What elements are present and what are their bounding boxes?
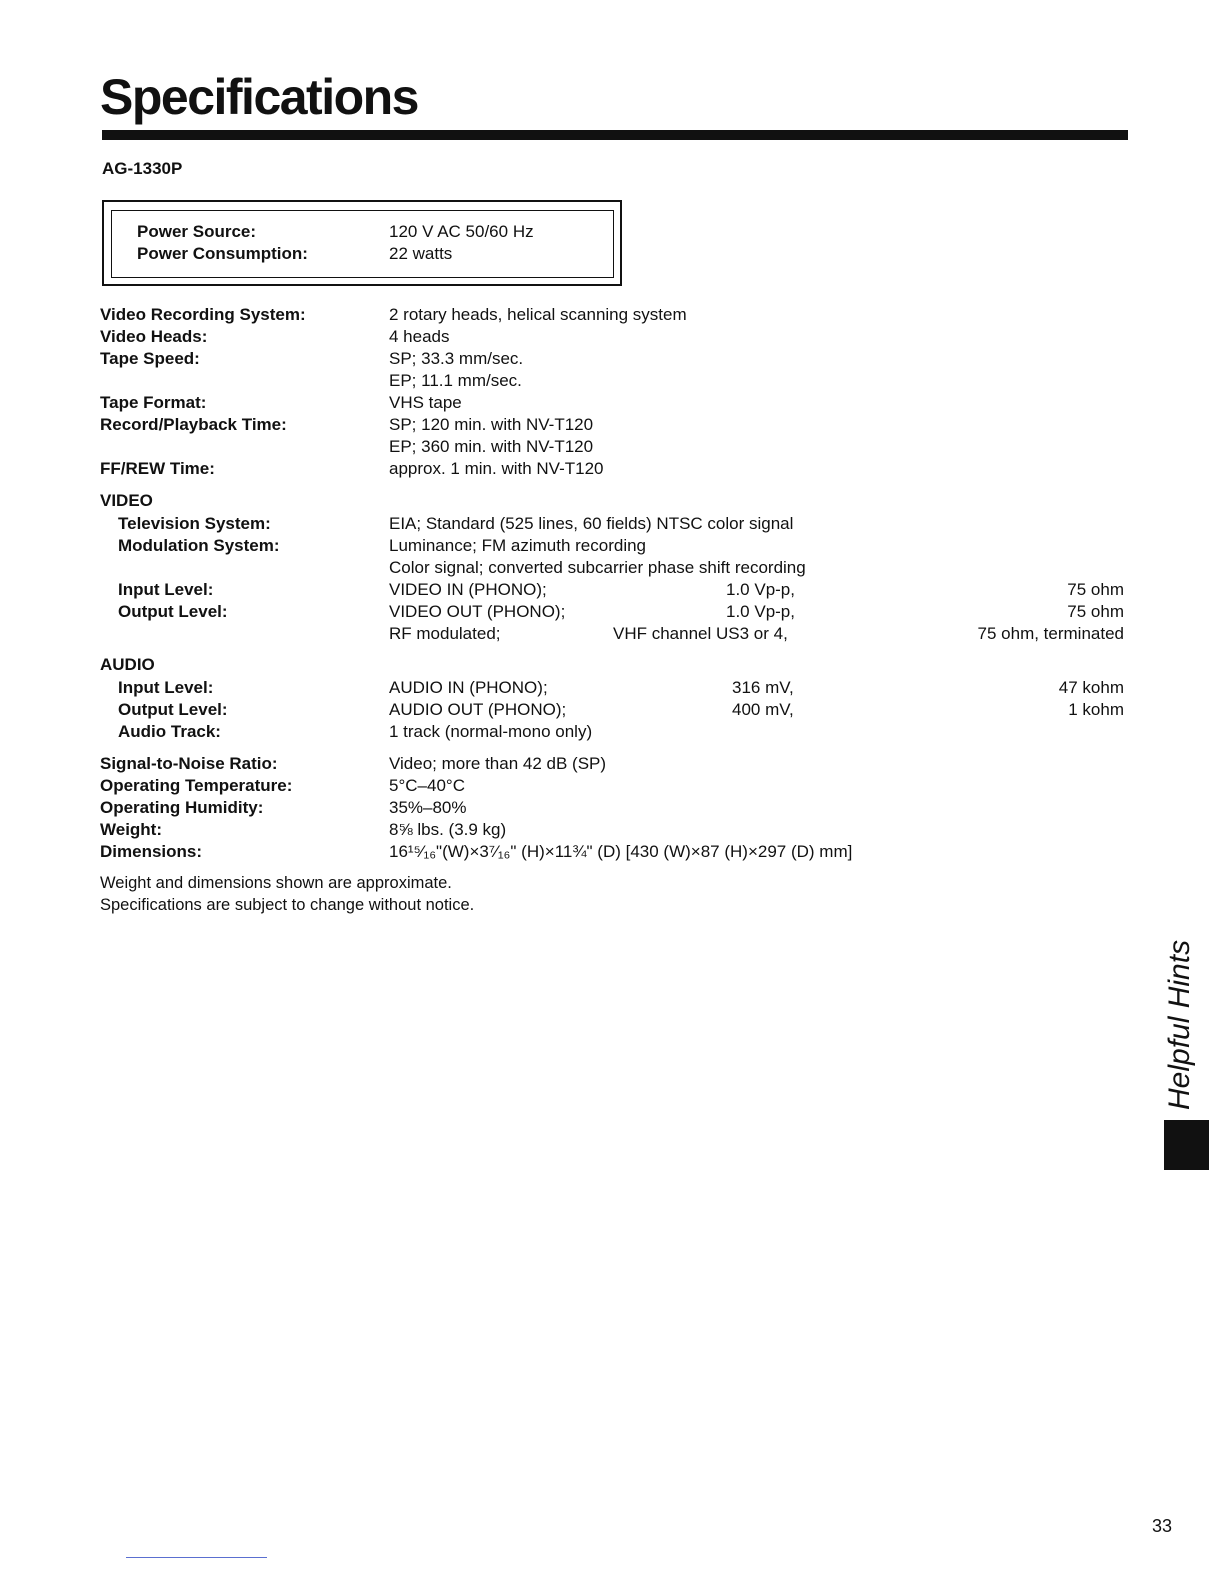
- video-heading: VIDEO: [100, 491, 153, 510]
- note-approximate: Weight and dimensions shown are approximate.: [100, 874, 452, 892]
- model-number: AG-1330P: [102, 159, 183, 178]
- video-heads-label: Video Heads:: [100, 327, 208, 346]
- page-number: 33: [1152, 1516, 1173, 1536]
- audio-output-impedance: 1 kohm: [1068, 700, 1124, 719]
- record-time-label: Record/Playback Time:: [100, 415, 287, 434]
- tv-system-label: Television System:: [118, 514, 271, 533]
- video-input-port: VIDEO IN (PHONO);: [389, 580, 547, 599]
- operating-temperature-label: Operating Temperature:: [100, 776, 293, 795]
- video-input-impedance: 75 ohm: [1067, 580, 1124, 599]
- operating-humidity-value: 35%–80%: [389, 798, 467, 817]
- audio-output-port: AUDIO OUT (PHONO);: [389, 700, 567, 719]
- video-output-impedance: 75 ohm: [1067, 602, 1124, 621]
- audio-track-label: Audio Track:: [118, 722, 221, 741]
- modulation-system-label: Modulation System:: [118, 536, 280, 555]
- weight-label: Weight:: [100, 820, 163, 839]
- record-time-ep: EP; 360 min. with NV-T120: [389, 437, 594, 456]
- audio-input-level: 316 mV,: [732, 678, 794, 697]
- recording-system-value: 2 rotary heads, helical scanning system: [389, 305, 687, 324]
- ffrew-time-value: approx. 1 min. with NV-T120: [389, 459, 604, 478]
- audio-output-level-label: Output Level:: [118, 700, 228, 719]
- operating-temperature-value: 5°C–40°C: [389, 776, 465, 795]
- video-input-level: 1.0 Vp-p,: [726, 580, 795, 599]
- power-source-label: Power Source:: [137, 222, 257, 241]
- footer-line: [126, 1557, 267, 1558]
- record-time-sp: SP; 120 min. with NV-T120: [389, 415, 594, 434]
- dimensions-label: Dimensions:: [100, 842, 203, 861]
- audio-track-value: 1 track (normal-mono only): [389, 722, 593, 741]
- rf-port: RF modulated;: [389, 624, 501, 643]
- rf-impedance: 75 ohm, terminated: [977, 624, 1124, 643]
- video-output-level-label: Output Level:: [118, 602, 228, 621]
- power-consumption-label: Power Consumption:: [137, 244, 308, 263]
- snr-label: Signal-to-Noise Ratio:: [100, 754, 278, 773]
- sidebar-section-label: Helpful Hints: [1163, 939, 1196, 1111]
- audio-input-impedance: 47 kohm: [1058, 678, 1124, 697]
- audio-output-level: 400 mV,: [732, 700, 794, 719]
- note-change: Specifications are subject to change without notice.: [100, 896, 475, 914]
- page-title: Specifications: [100, 69, 418, 125]
- tape-format-label: Tape Format:: [100, 393, 207, 412]
- video-heads-value: 4 heads: [389, 327, 450, 346]
- snr-value: Video; more than 42 dB (SP): [389, 754, 607, 773]
- tape-speed-label: Tape Speed:: [100, 349, 200, 368]
- tape-format-value: VHS tape: [389, 393, 462, 412]
- tape-speed-sp: SP; 33.3 mm/sec.: [389, 349, 524, 368]
- video-input-level-label: Input Level:: [118, 580, 214, 599]
- sidebar-tab-marker: [1164, 1120, 1209, 1170]
- tv-system-value: EIA; Standard (525 lines, 60 fields) NTSC color signal: [389, 514, 794, 533]
- recording-system-label: Video Recording System:: [100, 305, 306, 324]
- rf-channel: VHF channel US3 or 4,: [613, 624, 788, 643]
- modulation-luminance: Luminance; FM azimuth recording: [389, 536, 647, 555]
- title-rule: [102, 130, 1128, 140]
- power-consumption-value: 22 watts: [389, 244, 453, 263]
- audio-input-port: AUDIO IN (PHONO);: [389, 678, 548, 697]
- weight-value: 8⅝ lbs. (3.9 kg): [389, 820, 507, 839]
- ffrew-time-label: FF/REW Time:: [100, 459, 215, 478]
- modulation-color: Color signal; converted subcarrier phase shift recording: [389, 558, 806, 577]
- tape-speed-ep: EP; 11.1 mm/sec.: [389, 371, 522, 390]
- dimensions-value: 16¹⁵⁄₁₆"(W)×3⁷⁄₁₆" (H)×11¾" (D) [430 (W)×87 (H)×297 (D) mm]: [389, 842, 853, 861]
- video-output-level: 1.0 Vp-p,: [726, 602, 795, 621]
- audio-heading: AUDIO: [100, 655, 155, 674]
- operating-humidity-label: Operating Humidity:: [100, 798, 264, 817]
- power-source-value: 120 V AC 50/60 Hz: [389, 222, 534, 241]
- video-output-port: VIDEO OUT (PHONO);: [389, 602, 566, 621]
- audio-input-level-label: Input Level:: [118, 678, 214, 697]
